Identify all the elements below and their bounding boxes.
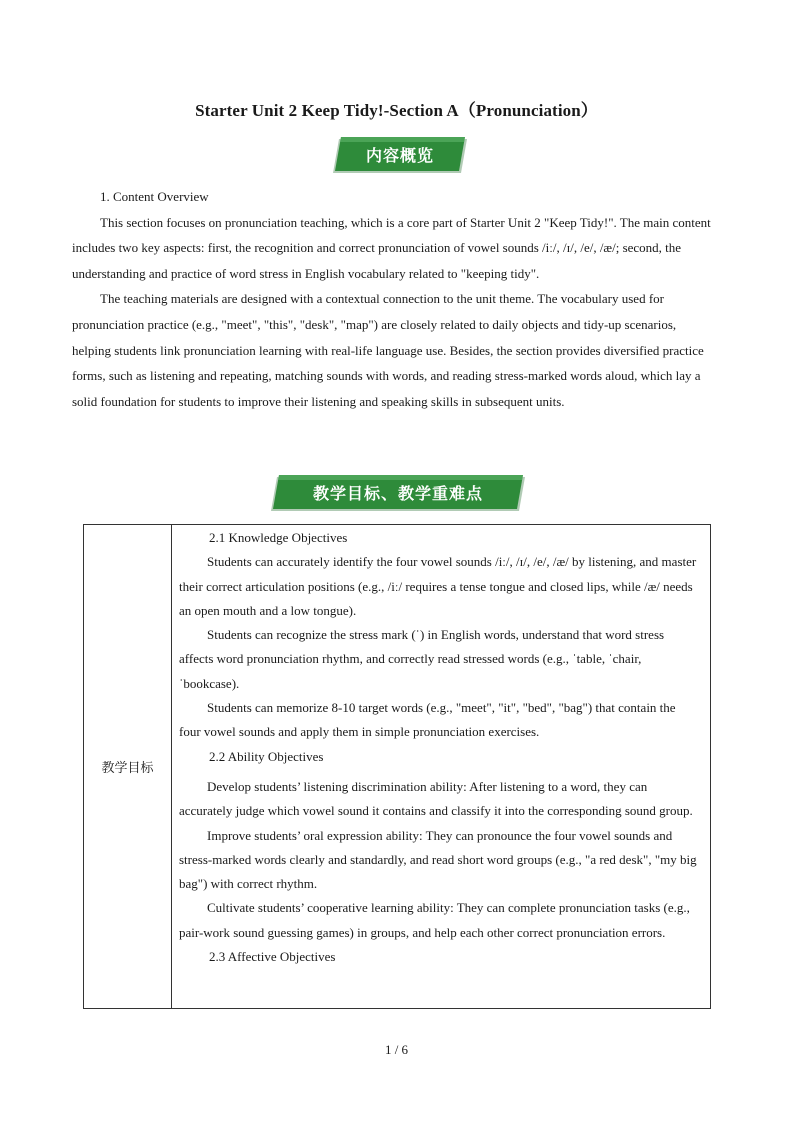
ability-objective-3: Cultivate students’ cooperative learning ability: They can complete pronunciation tasks (e.g., pair-work sound guessing games) in groups, and help each other correct pronunciation errors. [179, 900, 690, 940]
ability-objectives-heading: 2.2 Ability Objectives [209, 748, 324, 764]
section-banner-overview [333, 137, 467, 175]
banner-objectives-label: 教学目标、教学重难点 [312, 483, 483, 503]
document-title: Starter Unit 2 Keep Tidy!-Section A（Pronunciation） [195, 101, 598, 120]
page-number: 1 / 6 [384, 1042, 409, 1057]
affective-objectives-heading: 2.3 Affective Objectives [209, 949, 336, 965]
ability-objective-1: Develop students’ listening discrimination ability: After listening to a word, they can accurately judge which vowel sound it contains and classify it into the corresponding sound group. [179, 778, 693, 819]
knowledge-objective-3: Students can memorize 8-10 target words (e.g., "meet", "it", "bed", "bag") that contain the four vowel sounds and apply them in simple pronunciation exercises. [179, 700, 676, 740]
ability-objective-2: Improve students’ oral expression ability: They can pronounce the four vowel sounds and stress-marked words clearly and standardly, and read short word groups (e.g., "a red desk", "my big bag") with correct rhythm. [179, 827, 697, 892]
section-banner-objectives [271, 475, 525, 513]
knowledge-objective-1: Students can accurately identify the four vowel sounds /iː/, /ɪ/, /e/, /æ/ by listening, and master their correct articulation positions (e.g., /iː/ requires a tense tongue and closed lips, while /æ/ needs an open mouth and a low tongue). [179, 554, 697, 618]
knowledge-objective-2: Students can recognize the stress mark (ˈ) in English words, understand that word stress affects word pronunciation rhythm, and correctly read stressed words (e.g., ˈtable, ˈchair, ˈbookcase). [179, 627, 665, 691]
banner-overview-label: 内容概览 [365, 145, 434, 165]
overview-paragraph-2: The teaching materials are designed with a contextual connection to the unit theme. The vocabulary used for pronunciation practice (e.g., "meet", "this", "desk", "map") are closely related to daily objects and tidy-up scenarios, helping students link pronunciation learning with real-life language use. Besides, the section provides diversified practice forms, such as listening and repeating, matching sounds with words, and reading stress-marked words aloud, which lay a solid foundation for students to improve their listening and speaking skills in subsequent units. [72, 291, 704, 409]
knowledge-objectives-heading: 2.1 Knowledge Objectives [209, 530, 348, 545]
objectives-table-body [179, 526, 699, 969]
overview-paragraph-1: This section focuses on pronunciation teaching, which is a core part of Starter Unit 2 "Keep Tidy!". The main content includes two key aspects: first, the recognition and correct pronunciation of vowel sounds /iː/, /ɪ/, /e/, /æ/; second, the understanding and practice of word stress in English vocabulary related to "keeping tidy". [72, 214, 711, 281]
overview-heading: 1. Content Overview [100, 189, 209, 204]
objectives-table-label: 教学目标 [84, 525, 172, 1008]
content-overview [72, 184, 712, 414]
objectives-table [83, 524, 711, 1009]
